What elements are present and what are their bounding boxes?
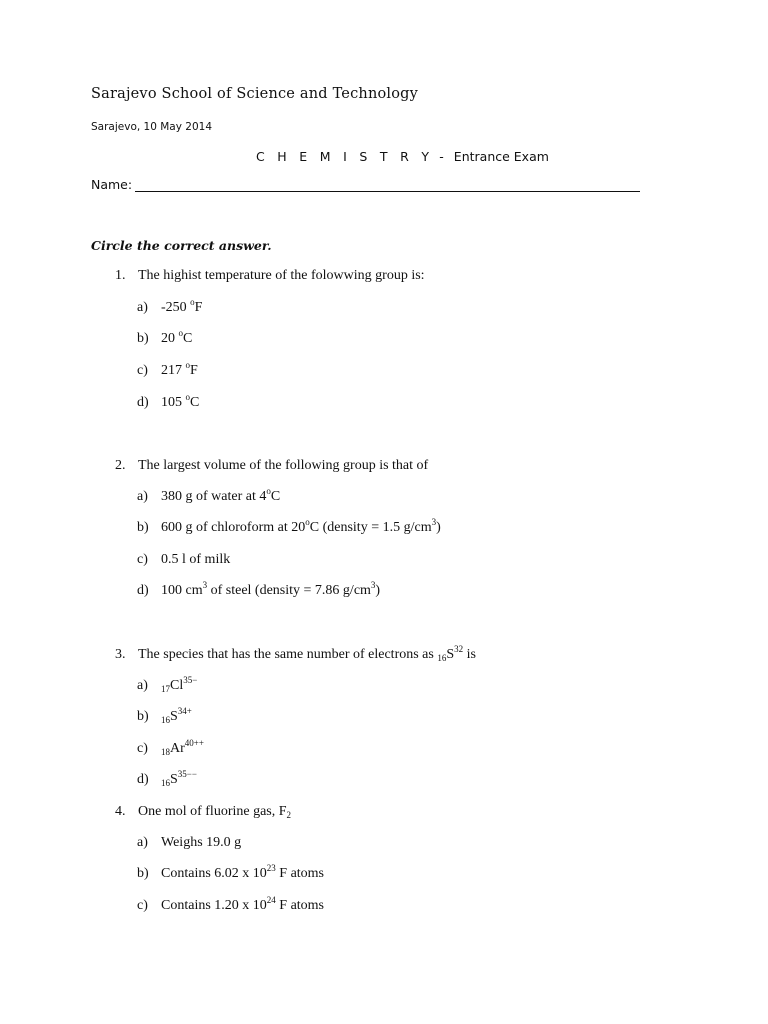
q2-option-d[interactable]: [137, 580, 381, 599]
q4-option-a[interactable]: [137, 835, 241, 851]
element-symbol: Cl: [170, 678, 184, 693]
title-dash: -: [439, 149, 444, 164]
question-text: One mol of fluorine gas, F: [138, 804, 287, 819]
question-4: [115, 804, 291, 820]
option-text: 380 g of water at 4: [161, 489, 267, 504]
question-2: [115, 458, 428, 474]
closing-paren: ): [375, 583, 381, 598]
question-number: 1.: [115, 268, 126, 283]
exam-title: [256, 149, 549, 164]
option-label: b): [137, 866, 149, 881]
q3-option-a[interactable]: [137, 675, 198, 694]
option-label: d): [137, 395, 149, 410]
option-label: c): [137, 898, 148, 913]
option-label: d): [137, 583, 149, 598]
unit: C: [190, 395, 200, 410]
option-label: a): [137, 489, 148, 504]
unit: F: [194, 300, 203, 315]
question-number: 3.: [115, 647, 126, 662]
unit: C: [183, 331, 193, 346]
unit: C: [270, 489, 281, 504]
school-name: Sarajevo School of Science and Technology: [91, 86, 419, 102]
question-3: [115, 644, 476, 663]
option-label: a): [137, 300, 148, 315]
atomic-number: 18: [161, 747, 170, 757]
exponent: 3: [202, 580, 208, 590]
option-label: a): [137, 835, 148, 850]
q1-option-b[interactable]: [137, 328, 193, 347]
mass-charge: 34+: [177, 706, 192, 716]
option-text: 600 g of chloroform at 20: [161, 520, 306, 535]
element-symbol: S: [170, 772, 178, 787]
element-symbol: S: [446, 647, 455, 662]
question-text: The highist temperature of the folowwing group is:: [138, 268, 425, 283]
option-text-cont: of steel (density = 7.86 g/cm: [207, 583, 371, 598]
q1-option-a[interactable]: [137, 297, 203, 316]
q4-option-c[interactable]: [137, 895, 325, 914]
q1-option-d[interactable]: [137, 392, 200, 411]
exponent: 3: [370, 580, 376, 590]
option-text: 100 cm: [161, 583, 203, 598]
q3-option-b[interactable]: [137, 706, 192, 725]
exam-date: Sarajevo, 10 May 2014: [91, 121, 213, 133]
option-label: b): [137, 520, 149, 535]
option-value: -250: [161, 300, 187, 315]
subscript: 2: [286, 810, 292, 820]
closing-paren: ): [436, 520, 441, 535]
subject-title: C H E M I S T R Y: [256, 149, 434, 164]
option-text-end: F atoms: [275, 898, 325, 913]
atomic-number: 16: [161, 778, 170, 788]
mass-charge: 35−−: [177, 769, 197, 779]
option-text: Weighs 19.0 g: [161, 835, 242, 850]
mass-number: 32: [454, 644, 464, 654]
degree-mark: o: [305, 517, 310, 527]
atomic-number: 16: [161, 715, 170, 725]
q2-option-c[interactable]: [137, 552, 230, 568]
instruction: Circle the correct answer.: [91, 238, 272, 253]
degree-mark: o: [266, 486, 271, 496]
option-text-end: F atoms: [275, 866, 325, 881]
question-text: The species that has the same number of electrons as: [138, 647, 438, 662]
option-label: c): [137, 552, 148, 567]
q2-option-a[interactable]: [137, 486, 281, 505]
degree-mark: o: [185, 360, 190, 370]
question-1: [115, 268, 425, 284]
question-text-end: is: [463, 647, 476, 662]
question-number: 4.: [115, 804, 126, 819]
option-text: Contains 1.20 x 10: [161, 898, 267, 913]
atomic-number: 17: [161, 684, 170, 694]
option-label: c): [137, 363, 148, 378]
option-label: d): [137, 772, 149, 787]
name-blank-line[interactable]: [135, 177, 640, 192]
element-symbol: Ar: [170, 741, 185, 756]
option-label: a): [137, 678, 148, 693]
exponent: 24: [266, 895, 276, 905]
degree-mark: o: [185, 392, 190, 402]
exam-type: Entrance Exam: [453, 149, 549, 164]
q4-option-b[interactable]: [137, 863, 325, 882]
option-label: b): [137, 709, 149, 724]
mass-charge: 35−: [183, 675, 198, 685]
degree-mark: o: [190, 297, 195, 307]
q1-option-c[interactable]: [137, 360, 198, 379]
option-label: c): [137, 741, 148, 756]
atomic-number: 16: [437, 653, 447, 663]
option-text: Contains 6.02 x 10: [161, 866, 267, 881]
option-value: 20: [161, 331, 175, 346]
exponent: 3: [431, 517, 437, 527]
q3-option-c[interactable]: [137, 738, 204, 757]
option-value: 105: [161, 395, 182, 410]
degree-mark: o: [178, 328, 183, 338]
option-value: 217: [161, 363, 182, 378]
mass-charge: 40++: [184, 738, 204, 748]
exponent: 23: [266, 863, 276, 873]
question-text: The largest volume of the following group is that of: [138, 458, 429, 473]
element-symbol: S: [170, 709, 178, 724]
name-field: [91, 177, 640, 192]
question-number: 2.: [115, 458, 126, 473]
name-label: Name:: [91, 177, 133, 192]
option-text: 0.5 l of milk: [161, 552, 231, 567]
q2-option-b[interactable]: [137, 517, 441, 536]
q3-option-d[interactable]: [137, 769, 197, 788]
option-label: b): [137, 331, 149, 346]
unit: F: [190, 363, 198, 378]
option-text-cont: C (density = 1.5 g/cm: [309, 520, 432, 535]
